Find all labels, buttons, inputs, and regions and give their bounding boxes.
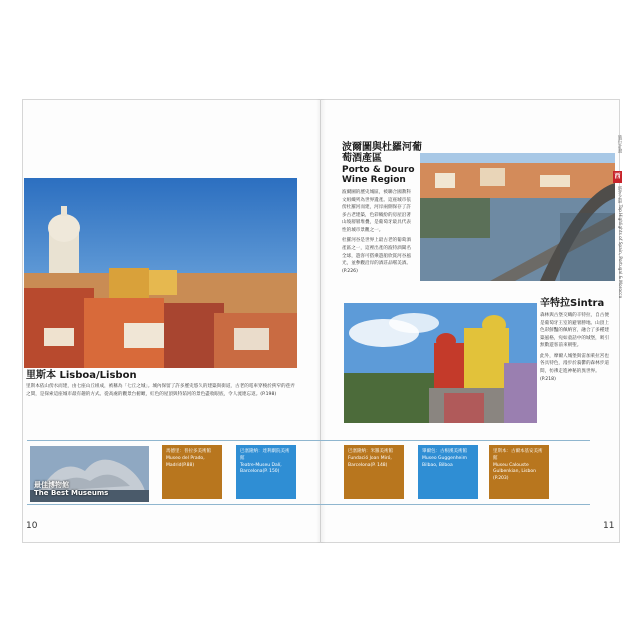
museums-label xyxy=(34,481,108,497)
sintra-body-paragraph: 森林與古堡交織的辛特拉，自古便是葡萄牙王室的避暑勝地。山頂上色彩鮮豔的佩納宮，融合了多種建築風格，宛如童話中的城堡，吸引無數遊客前來朝聖。 xyxy=(540,313,609,349)
museum-card xyxy=(344,445,404,499)
porto-body xyxy=(342,189,414,289)
museum-card-en: Museu Calouste Gulbenkian, Lisbon (P.203) xyxy=(493,462,536,481)
museums-label-zh: 最佳博物館 xyxy=(34,481,69,489)
side-tab-badge: 西 xyxy=(613,171,622,183)
museum-card-zh: 巴塞隆納：達利劇院美術館 xyxy=(240,449,290,461)
museum-card-zh: 馬德里：普拉多美術館 xyxy=(166,449,211,454)
museum-card-en: Fundació Joan Miró, Barcelona(P. 148) xyxy=(348,455,392,468)
lisbon-body: 里斯本依山傍水而建，由七座山丘組成，被稱為「七丘之城」。城內保留了許多歷史悠久的建築與街道，古老的電車穿梭於狹窄的巷弄之間，是探索這座城市最有趣的方式。從高處的觀景台俯瞰，紅色的屋頂與特茹河的景色盡收眼底，令人流連忘返。(P.198) xyxy=(26,384,295,397)
museum-card-zh: 巴塞隆納：米羅美術館 xyxy=(348,449,393,454)
page-number-right: 11 xyxy=(603,521,615,531)
page-number-left: 10 xyxy=(26,521,38,531)
museum-card-zh: 畢爾包：古根漢美術館 xyxy=(422,449,467,454)
museum-card xyxy=(489,445,549,499)
museums-label-en: The Best Museums xyxy=(34,489,109,498)
museum-card-en: Teatre-Museu Dalí, Barcelona(P. 150) xyxy=(240,462,282,475)
museum-card-en: Museo del Prado, Madrid(P.88) xyxy=(166,455,205,468)
porto-photo xyxy=(420,153,615,281)
museum-card-zh: 里斯本：古爾本基安美術館 xyxy=(493,449,543,461)
porto-body-paragraph: 杜羅河谷是世界上最古老的葡萄酒產區之一，這裡出產的波特酒聞名全球，遊客可搭乘遊船欣賞河谷風光，並參觀沿岸的酒莊品嚐美酒。(P.226) xyxy=(342,238,411,274)
lisbon-title: 里斯本 Lisboa/Lisbon xyxy=(26,370,137,381)
sintra-body-paragraph: 此外，摩爾人城堡與雷加萊拉宮也各具特色，漫步於蓊鬱的森林步道間，彷彿走進神秘的異世界。(P.218) xyxy=(540,353,609,382)
porto-title-en: Porto & Douro Wine Region xyxy=(342,165,415,185)
museum-card xyxy=(418,445,478,499)
museum-card xyxy=(162,445,222,499)
porto-body-paragraph: 波爾圖的歷史城區，被聯合國教科文組織列為世界遺產。這座城市依傍杜羅河而建，河岸兩側保存了許多古老建築，色彩繽紛的房屋沿著山坡層層堆疊，是葡萄牙最具代表性的城市景觀之一。 xyxy=(342,190,411,233)
museum-card-en: Museo Guggenheim Bilbao, Bilboa xyxy=(422,455,467,468)
sintra-photo xyxy=(344,303,537,423)
porto-title-zh: 波爾圖與杜羅河葡萄酒產區 xyxy=(342,142,422,164)
sintra-title: 辛特拉Sintra xyxy=(540,298,605,309)
side-tab-label: 旅行計畫 xyxy=(617,135,622,153)
lisbon-photo xyxy=(24,178,297,368)
sintra-body xyxy=(540,312,612,428)
museum-card xyxy=(236,445,296,499)
side-tab-text: 班牙之最 Top Highlights of Spain, Portugal & Morocco xyxy=(617,186,622,299)
